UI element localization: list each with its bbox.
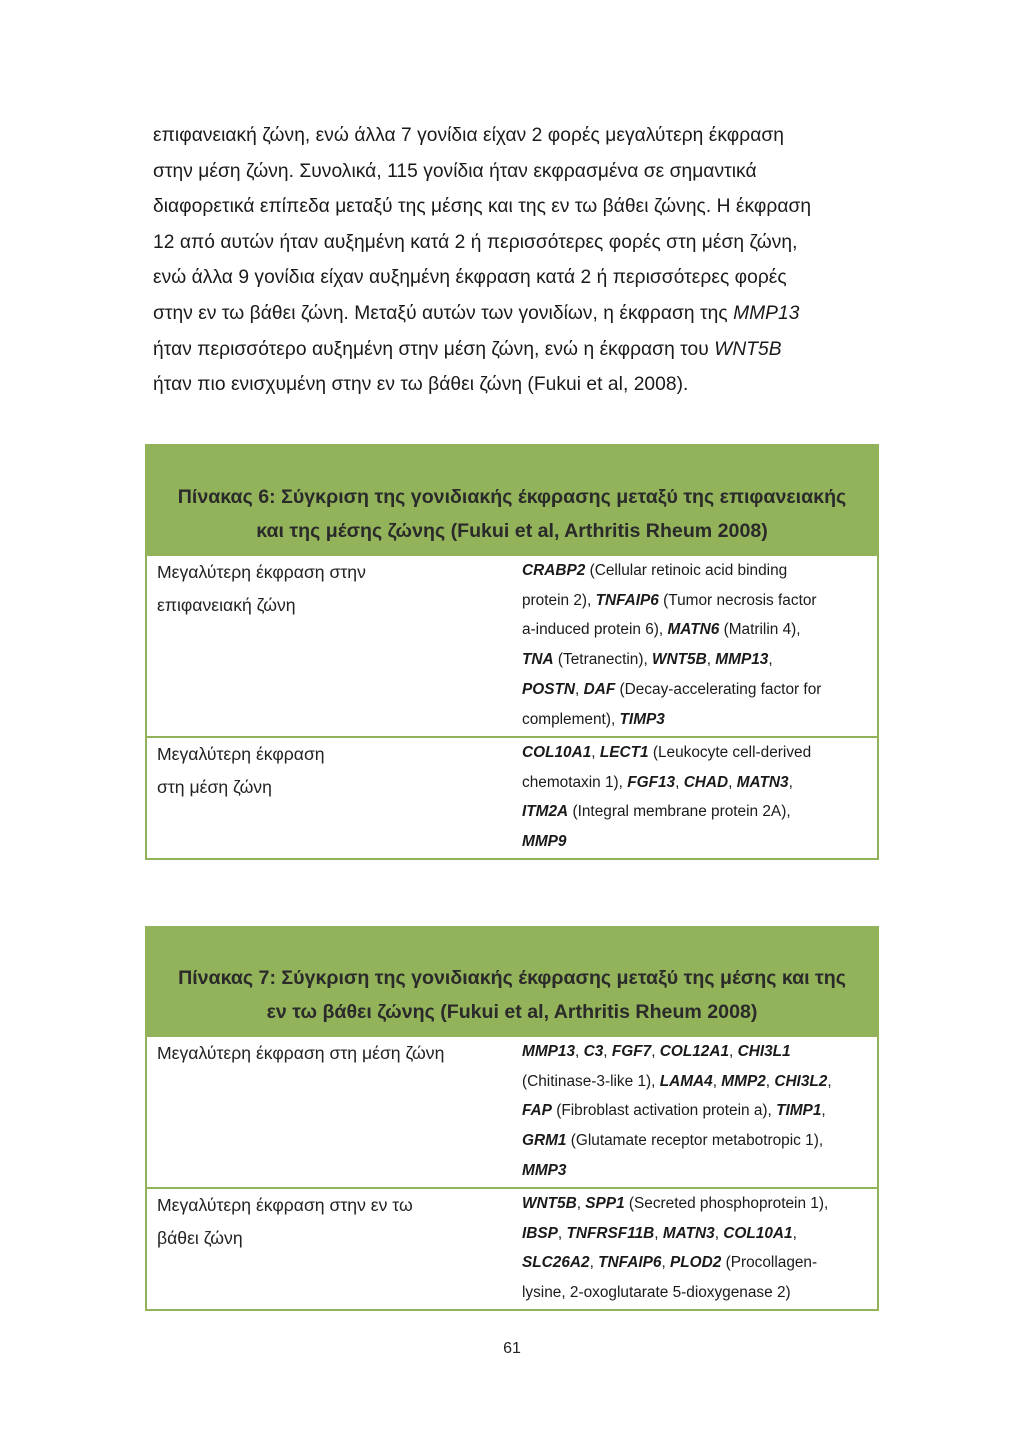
table-row xyxy=(147,738,877,858)
separator: , xyxy=(788,773,793,791)
gene-name: MMP13 xyxy=(733,302,800,324)
table-title-line: και της μέσης ζώνης (Fukui et al, Arthritis Rheum 2008) xyxy=(256,520,768,542)
table-title-line: Πίνακας 7: Σύγκριση της γονιδιακής έκφρασης μεταξύ της μέσης και της xyxy=(178,967,846,989)
gene-desc: chemotaxin 1), xyxy=(522,773,628,791)
separator: , xyxy=(603,1043,612,1060)
gene-name: CHI3L2 xyxy=(774,1072,828,1090)
gene-name: ITM2A xyxy=(522,803,569,821)
gene-name: MATN3 xyxy=(662,1224,715,1242)
gene-name: TNA xyxy=(522,651,554,669)
separator: , xyxy=(729,1043,738,1060)
gene-name: SPP1 xyxy=(585,1195,625,1212)
gene-name: WNT5B xyxy=(522,1195,577,1212)
para-text: ήταν περισσότερο αυξημένη στην μέση ζώνη, ενώ η έκφραση του xyxy=(153,338,715,360)
gene-name: WNT5B xyxy=(714,338,782,360)
para-line xyxy=(153,332,870,368)
row-label xyxy=(147,1037,512,1187)
gene-desc: (Chitinase-3-like 1), xyxy=(522,1072,660,1090)
row-label xyxy=(147,738,512,858)
table-7-title xyxy=(147,928,877,1037)
gene-line xyxy=(522,705,869,735)
table-row xyxy=(147,1037,877,1189)
gene-name: IBSP xyxy=(522,1224,558,1242)
row-label xyxy=(147,1189,512,1309)
gene-line xyxy=(522,1189,869,1219)
para-line: 12 από αυτών ήταν αυξημένη κατά 2 ή περισσότερες φορές στη μέση ζώνη, xyxy=(153,231,798,253)
gene-desc: protein 2), xyxy=(522,591,596,609)
row-label-line: στη μέση ζώνη xyxy=(157,777,272,797)
row-label-line: Μεγαλύτερη έκφραση στην εν τω xyxy=(157,1195,413,1215)
table-title-line: Πίνακας 6: Σύγκριση της γονιδιακής έκφρασης μεταξύ της επιφανειακής xyxy=(177,486,847,508)
separator: , xyxy=(651,1043,660,1060)
table-row xyxy=(147,556,877,738)
gene-desc: (Glutamate receptor metabotropic 1), xyxy=(566,1132,824,1150)
gene-name: MATN3 xyxy=(736,773,789,791)
gene-line xyxy=(522,1156,869,1186)
gene-list xyxy=(512,1189,877,1309)
gene-desc: lysine, 2-oxoglutarate 5-dioxygenase 2) xyxy=(522,1284,791,1302)
separator: , xyxy=(589,1254,599,1272)
gene-line xyxy=(522,1278,869,1308)
gene-name: FGF7 xyxy=(611,1043,652,1060)
gene-name: WNT5B xyxy=(652,651,707,669)
gene-name: MMP2 xyxy=(721,1072,766,1090)
gene-name: MMP13 xyxy=(715,651,769,669)
gene-list xyxy=(512,556,877,736)
gene-desc: (Secreted phosphoprotein 1), xyxy=(624,1195,829,1212)
separator: , xyxy=(728,773,737,791)
gene-name: MATN6 xyxy=(667,621,720,639)
gene-name: LAMA4 xyxy=(659,1072,713,1090)
gene-name: DAF xyxy=(583,680,616,698)
separator: , xyxy=(557,1224,567,1242)
row-label-line: Μεγαλύτερη έκφραση στην xyxy=(157,562,366,582)
body-paragraph xyxy=(153,118,870,403)
separator: , xyxy=(654,1224,663,1242)
row-label xyxy=(147,556,512,736)
table-6 xyxy=(145,444,879,860)
gene-name: CRABP2 xyxy=(522,562,586,579)
gene-list xyxy=(512,1037,877,1187)
gene-name: TIMP3 xyxy=(619,710,665,728)
table-row xyxy=(147,1189,877,1309)
table-7 xyxy=(145,926,879,1311)
row-label-line: βάθει ζώνη xyxy=(157,1228,243,1248)
gene-list xyxy=(512,738,877,858)
gene-name: FGF13 xyxy=(627,773,676,791)
gene-line xyxy=(522,675,869,705)
gene-name: GRM1 xyxy=(522,1132,567,1150)
separator: , xyxy=(714,1224,724,1242)
gene-desc: a-induced protein 6), xyxy=(522,621,668,639)
gene-name: TIMP1 xyxy=(776,1102,822,1120)
para-line: ήταν πιο ενισχυμένη στην εν τω βάθει ζώνη (Fukui et al, 2008). xyxy=(153,374,689,396)
gene-desc: (Leukocyte cell-derived xyxy=(648,744,812,761)
gene-line xyxy=(522,827,869,857)
gene-desc: complement), xyxy=(522,710,620,728)
gene-name: MMP13 xyxy=(522,1043,576,1060)
gene-name: LECT1 xyxy=(599,744,649,761)
gene-line xyxy=(522,1219,869,1249)
gene-name: COL12A1 xyxy=(659,1043,730,1060)
gene-desc: (Matrilin 4), xyxy=(719,621,801,639)
separator: , xyxy=(575,680,584,698)
gene-line xyxy=(522,615,869,645)
gene-name: TNFAIP6 xyxy=(595,591,659,609)
gene-name: COL10A1 xyxy=(723,1224,793,1242)
gene-line xyxy=(522,797,869,827)
gene-line xyxy=(522,1067,869,1097)
separator: , xyxy=(827,1072,832,1090)
table-6-title xyxy=(147,446,877,556)
para-line: ενώ άλλα 9 γονίδια είχαν αυξημένη έκφραση κατά 2 ή περισσότερες φορές xyxy=(153,267,787,289)
gene-line xyxy=(522,1096,869,1126)
table-title-line: εν τω βάθει ζώνης (Fukui et al, Arthritis Rheum 2008) xyxy=(266,1001,758,1023)
gene-line xyxy=(522,556,869,586)
separator: , xyxy=(765,1072,775,1090)
gene-line xyxy=(522,1248,869,1278)
gene-desc: (Fibroblast activation protein a), xyxy=(551,1102,777,1120)
para-line: διαφορετικά επίπεδα μεταξύ της μέσης και της εν τω βάθει ζώνης. Η έκφραση xyxy=(153,196,812,218)
gene-line xyxy=(522,1126,869,1156)
gene-name: FAP xyxy=(522,1102,552,1120)
separator: , xyxy=(675,773,684,791)
gene-name: TNFAIP6 xyxy=(598,1254,662,1272)
gene-name: CHI3L1 xyxy=(737,1043,791,1060)
separator: , xyxy=(661,1254,670,1272)
gene-desc: (Tetranectin), xyxy=(553,651,653,669)
gene-desc: (Procollagen- xyxy=(721,1254,818,1272)
separator: , xyxy=(576,1195,586,1212)
para-line xyxy=(153,296,870,332)
gene-name: SLC26A2 xyxy=(522,1254,590,1272)
para-line: επιφανειακή ζώνη, ενώ άλλα 7 γονίδια είχαν 2 φορές μεγαλύτερη έκφραση xyxy=(153,125,784,146)
gene-name: MMP3 xyxy=(522,1161,567,1179)
gene-name: COL10A1 xyxy=(522,744,592,761)
gene-name: CHAD xyxy=(683,773,729,791)
gene-desc: (Tumor necrosis factor xyxy=(658,591,817,609)
separator: , xyxy=(792,1224,797,1242)
gene-name: MMP9 xyxy=(522,833,567,851)
gene-desc: (Decay-accelerating factor for xyxy=(615,680,822,698)
separator: , xyxy=(821,1102,826,1120)
gene-desc: (Cellular retinoic acid binding xyxy=(585,562,788,579)
gene-name: PLOD2 xyxy=(670,1254,722,1272)
separator: , xyxy=(591,744,600,761)
para-line: στην μέση ζώνη. Συνολικά, 115 γονίδια ήταν εκφρασμένα σε σημαντικά xyxy=(153,160,757,182)
gene-line xyxy=(522,738,869,768)
gene-desc: (Integral membrane protein 2A), xyxy=(568,803,791,821)
gene-name: C3 xyxy=(583,1043,604,1060)
para-text: στην εν τω βάθει ζώνη. Μεταξύ αυτών των γονιδίων, η έκφραση της xyxy=(153,302,734,324)
gene-name: POSTN xyxy=(522,680,576,698)
separator: , xyxy=(575,1043,584,1060)
page-number: 61 xyxy=(503,1340,521,1357)
separator: , xyxy=(712,1072,722,1090)
row-label-line: Μεγαλύτερη έκφραση στη μέση ζώνη xyxy=(157,1043,445,1063)
separator: , xyxy=(768,651,773,669)
row-label-line: επιφανειακή ζώνη xyxy=(157,595,296,615)
gene-line xyxy=(522,768,869,798)
gene-line xyxy=(522,645,869,675)
gene-name: TNFRSF11B xyxy=(566,1224,655,1242)
gene-line xyxy=(522,1037,869,1067)
separator: , xyxy=(706,651,716,669)
row-label-line: Μεγαλύτερη έκφραση xyxy=(157,744,325,764)
gene-line xyxy=(522,586,869,616)
